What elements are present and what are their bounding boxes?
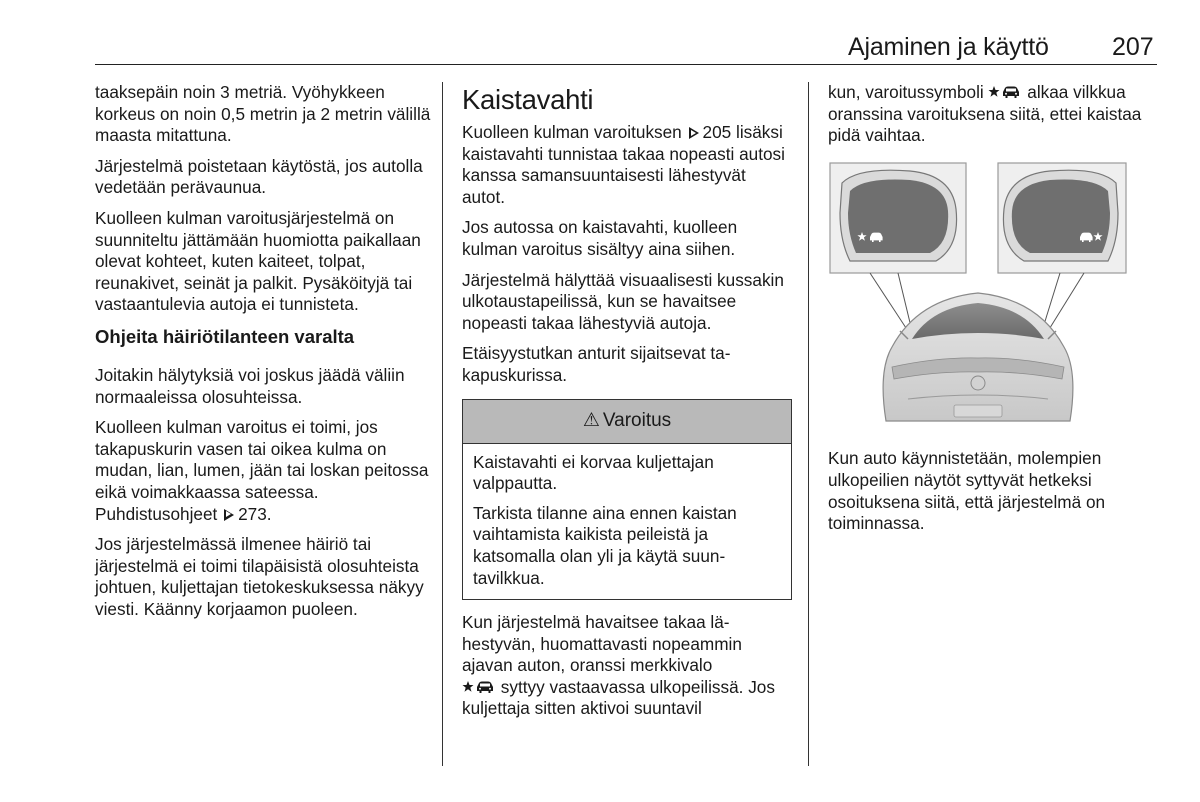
blind-spot-warning-icon — [462, 680, 496, 694]
blind-spot-warning-icon — [988, 85, 1022, 99]
car-mirrors-illustration — [828, 161, 1128, 429]
paragraph: Kuolleen kulman varoitusjärjestelmä on suunniteltu jättämään huomiotta paikallaan olevat kohteet, kuten kaiteet, tolpat, reunakivet, seinät ja palkit. Pysäköityjä tai vastaantulevia autoja ei tunnisteta. — [95, 207, 421, 315]
paragraph: taaksepäin noin 3 metriä. Vyöhykkeen korkeus on noin 0,5 metrin ja 2 metrin välillä maasta mitattuna. — [95, 82, 431, 146]
warning-triangle-icon: ⚠ — [582, 410, 600, 432]
page-header-title: Ajaminen ja käyttö — [848, 33, 1049, 61]
paragraph — [828, 82, 1158, 147]
paragraph — [462, 122, 792, 208]
column-divider-right — [808, 82, 809, 766]
paragraph: Etäisyystutkan anturit sijaitsevat takapuskurissa. — [462, 343, 731, 385]
mirror-illustration — [828, 161, 1158, 435]
section-title: Kaistavahti — [462, 84, 594, 115]
paragraph: Järjestelmä hälyttää visuaalisesti kussakin ulkotaustapeilissä, kun se havaitsee nopeasti takaa lähestyviä autoja. — [462, 269, 784, 333]
section-heading: Ohjeita häiriötilanteen varalta — [95, 325, 355, 347]
page-number: 207 — [1112, 33, 1154, 61]
warning-title: Varoitus — [602, 410, 672, 432]
paragraph: Jos järjestelmässä ilmenee häiriö tai järjestelmä ei toimi tilapäisistä olosuhteista johtuen, kuljettajan tietokeskuksessa näkyy viesti. Käänny korjaamon puoleen. — [95, 534, 424, 619]
paragraph-text: lisäksi kaistavahti tunnistaa takaa nopeasti autosi kanssa samansuuntaisesti lähestyvät autot. — [462, 122, 785, 207]
paragraph: Kun auto käynnistetään, molempien ulkopeilien näytöt syttyvät hetkeksi osoituksena siitä, että järjestelmä on toiminnassa. — [828, 448, 1106, 534]
paragraph-text: Kuolleen kulman varoituksen — [462, 122, 682, 142]
paragraph-text: Kuolleen kulman varoitus ei toimi, jos takapuskurin vasen tai oikea kulma on mudan, lian, lumen, jään tai loskan peitossa eikä voimakkaassa sateessa. Puhdistusohjeet — [95, 417, 429, 524]
column-3 — [828, 82, 1158, 544]
paragraph-text: syttyy vastaavassa ulkopeilissä. Jos kuljettaja sitten aktivoi suuntavil — [462, 676, 775, 719]
warning-text: Tarkista tilanne aina ennen kaistan vaihtamista kaikista peileistä ja katsomalla olan yli ja käytä suuntavilkkua. — [473, 502, 737, 588]
paragraph: Jos autossa on kaistavahti, kuolleen kulman varoitus sisältyy aina siihen. — [462, 217, 738, 259]
paragraph-text: kun, varoitussymboli — [828, 82, 984, 102]
reference-arrow-icon — [689, 127, 699, 139]
paragraph: Joitakin hälytyksiä voi joskus jäädä väliin normaaleissa olosuhteissa. — [95, 364, 405, 407]
page-reference[interactable]: 273. — [238, 503, 272, 524]
warning-header — [463, 400, 791, 444]
column-2 — [462, 82, 792, 729]
warning-box — [462, 399, 792, 601]
column-divider-left — [442, 82, 443, 766]
page-reference[interactable]: 205 — [702, 122, 732, 142]
warning-body — [463, 444, 791, 600]
reference-arrow-icon — [224, 509, 234, 521]
column-1 — [95, 82, 435, 629]
warning-text: Kaistavahti ei korvaa kuljettajan valppautta. — [473, 451, 714, 494]
paragraph: Järjestelmä poistetaan käytöstä, jos autolla vedetään perävaunua. — [95, 155, 423, 198]
header-rule — [95, 64, 1157, 65]
paragraph — [462, 612, 792, 720]
paragraph-text: Kun järjestelmä havaitsee takaa lähestyvän, huomattavasti nopeammin ajavan auton, oranssi merkkivalo — [462, 612, 742, 676]
paragraph — [95, 417, 435, 525]
paragraph-text: alkaa vilkkua oranssina varoituksena siitä, ettei kaistaa pidä vaihtaa. — [828, 82, 1142, 146]
